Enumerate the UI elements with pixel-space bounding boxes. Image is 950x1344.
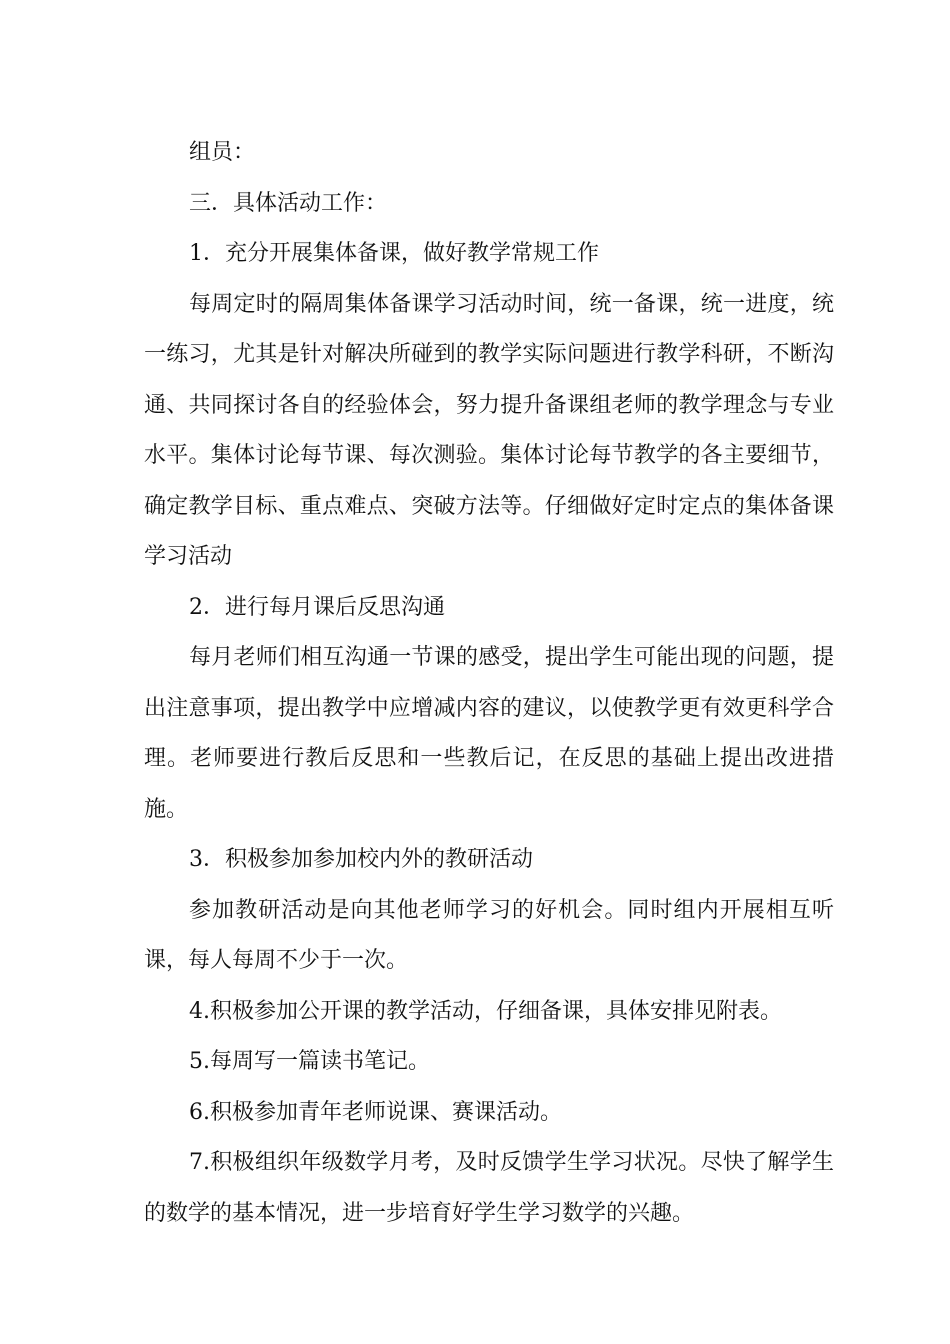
item-body-1: 每周定时的隔周集体备课学习活动时间，统一备课，统一进度，统一练习，尤其是针对解决所碰到的教学实际问题进行教学科研，不断沟通、共同探讨各自的经验体会，努力提升备课组老师的教学理念与专业水平。集体讨论每节课、每次测验。集体讨论每节教学的各主要细节，确定教学目标、重点难点、突破方法等。仔细做好定时定点的集体备课学习活动 [144,291,834,569]
item-body-3: 参加教研活动是向其他老师学习的好机会。同时组内开展相互听课，每人每周不少于一次。 [144,897,834,973]
item-heading-3: 3．积极参加参加校内外的教研活动 [189,847,533,872]
item-heading-1: 1．充分开展集体备课，做好教学常规工作 [189,241,599,266]
item-4: 4.积极参加公开课的教学活动，仔细备课，具体安排见附表。 [189,998,782,1024]
members-label: 组员： [189,140,256,165]
item-6: 6.积极参加青年老师说课、赛课活动。 [189,1099,562,1125]
item-body-2: 每月老师们相互沟通一节课的感受，提出学生可能出现的问题，提出注意事项，提出教学中应增减内容的建议，以使教学更有效更科学合理。老师要进行教后反思和一些教后记，在反思的基础上提出改进措施。 [144,645,834,822]
item-7: 7.积极组织年级数学月考，及时反馈学生学习状况。尽快了解学生的数学的基本情况，进一步培育好学生学习数学的兴趣。 [144,1150,834,1226]
document-body [144,128,834,1239]
item-5: 5.每周写一篇读书笔记。 [189,1049,430,1074]
section-heading-activities: 三．具体活动工作： [189,190,388,216]
item-heading-2: 2．进行每月课后反思沟通 [189,594,445,620]
